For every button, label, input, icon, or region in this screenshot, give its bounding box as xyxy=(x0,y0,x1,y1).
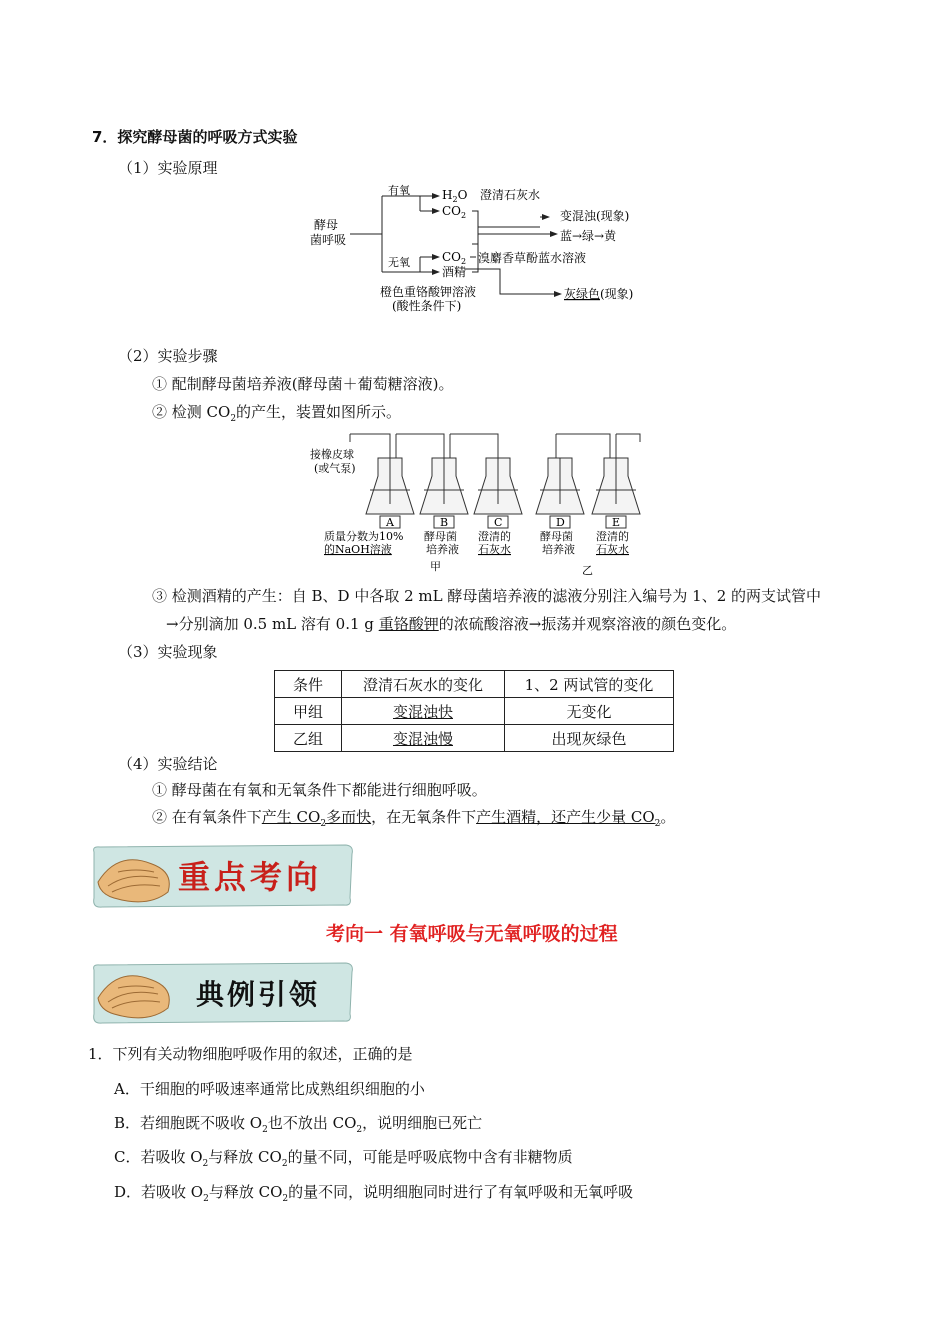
subsection-steps: （2）实验步骤 xyxy=(118,347,218,365)
anaerobic-label: 无氧 xyxy=(388,256,410,269)
step-3-line1: ③ 检测酒精的产生：自 B、D 中各取 2 mL 酵母菌培养液的滤液分别注入编号为 1、2 的两支试管中 xyxy=(152,587,822,605)
svg-text:H2O: $H_2O$ xyxy=(442,188,468,204)
principle-diagram xyxy=(300,182,640,312)
btb-label: 溴麝香草酚蓝水溶液 xyxy=(478,251,587,265)
subsection-principle: （1）实验原理 xyxy=(118,159,218,177)
svg-text:B: B xyxy=(440,516,449,529)
svg-text:石灰水: 石灰水 xyxy=(596,543,629,556)
question-stem: 1．下列有关动物细胞呼吸作用的叙述，正确的是 xyxy=(88,1045,413,1063)
svg-text:石灰水: 石灰水 xyxy=(478,543,511,556)
svg-text:D: D xyxy=(556,516,565,529)
focus-banner-text: 重点考向 xyxy=(178,858,323,896)
option-c: C．若吸收 $O_2$与释放 $CO_2$的量不同，可能是呼吸底物中含有非糖物质 xyxy=(114,1148,573,1169)
apparatus-diagram xyxy=(310,428,650,576)
svg-text:澄清的: 澄清的 xyxy=(596,530,629,543)
svg-text:质量分数为10%: 质量分数为10% xyxy=(324,530,404,543)
results-table xyxy=(274,670,674,752)
step-1: ① 配制酵母菌培养液(酵母菌＋葡萄糖溶液)。 xyxy=(152,375,454,393)
table-row: 乙组 变混浊慢 出现灰绿色 xyxy=(275,725,674,752)
conclusion-1: ① 酵母菌在有氧和无氧条件下都能进行细胞呼吸。 xyxy=(152,781,487,799)
option-d: D．若吸收 $O_2$与释放 $CO_2$的量不同，说明细胞同时进行了有氧呼吸和无氧呼吸 xyxy=(114,1183,634,1204)
option-a: A．干细胞的呼吸速率通常比成熟组织细胞的小 xyxy=(114,1080,425,1098)
svg-text:CO2: $CO_2$ xyxy=(442,250,467,266)
svg-text:C: C xyxy=(494,516,503,529)
topic-title: 考向一 有氧呼吸与无氧呼吸的过程 xyxy=(326,923,618,945)
alcohol-label: 酒精 xyxy=(442,265,467,279)
svg-text:CO2: $CO_2$ xyxy=(442,204,467,220)
svg-text:酵母菌: 酵母菌 xyxy=(540,530,573,543)
lime-water-label: 澄清石灰水 xyxy=(480,188,541,202)
svg-text:澄清的: 澄清的 xyxy=(478,530,511,543)
svg-text:酵母菌: 酵母菌 xyxy=(424,530,457,543)
focus-banner xyxy=(88,842,358,910)
svg-text:培养液: 培养液 xyxy=(426,543,459,556)
aerobic-label: 有氧 xyxy=(388,184,410,197)
svg-text:甲: 甲 xyxy=(430,560,441,573)
acid-label: (酸性条件下) xyxy=(392,299,462,312)
section-title: 7．探究酵母菌的呼吸方式实验 xyxy=(92,128,298,146)
table-header-row: 条件 澄清石灰水的变化 1、2 两试管的变化 xyxy=(275,671,674,698)
bulb-label: 接橡皮球 xyxy=(310,448,354,461)
svg-text:E: E xyxy=(612,516,621,529)
step-2: ② 检测 $CO_2$的产生，装置如图所示。 xyxy=(152,403,402,424)
step-3-line2: →分别滴加 0.5 mL 溶有 0.1 g 重铬酸钾的浓硫酸溶液→振荡并观察溶液的颜色变化。 xyxy=(166,615,737,633)
example-banner-text: 典例引领 xyxy=(196,978,321,1011)
subsection-phenomena: （3）实验现象 xyxy=(118,643,218,661)
example-banner xyxy=(88,960,358,1026)
table-row: 甲组 变混浊快 无变化 xyxy=(275,698,674,725)
turbid-label: 变混浊(现象) xyxy=(560,209,630,223)
conclusion-2: ② 在有氧条件下产生 $CO_2$多而快，在无氧条件下产生酒精，还产生少量 $CO_2$。 xyxy=(152,808,676,829)
gray-green-label: 灰绿色 xyxy=(564,287,601,301)
option-b: B．若细胞既不吸收 $O_2$也不放出 $CO_2$，说明细胞已死亡 xyxy=(114,1114,483,1135)
svg-text:乙: 乙 xyxy=(582,564,593,576)
color-change-label: 蓝→绿→黄 xyxy=(560,229,617,243)
yeast-label: 酵母 xyxy=(314,218,339,232)
yeast-label2: 菌呼吸 xyxy=(310,233,347,247)
subsection-conclusion: （4）实验结论 xyxy=(118,755,218,773)
phenomenon-label: (现象) xyxy=(600,287,634,301)
svg-text:培养液: 培养液 xyxy=(542,543,575,556)
pump-label: (或气泵) xyxy=(314,462,356,475)
svg-text:A: A xyxy=(386,516,394,529)
svg-text:的NaOH溶液: 的NaOH溶液 xyxy=(324,543,392,556)
dichromate-label: 橙色重铬酸钾溶液 xyxy=(380,285,477,299)
